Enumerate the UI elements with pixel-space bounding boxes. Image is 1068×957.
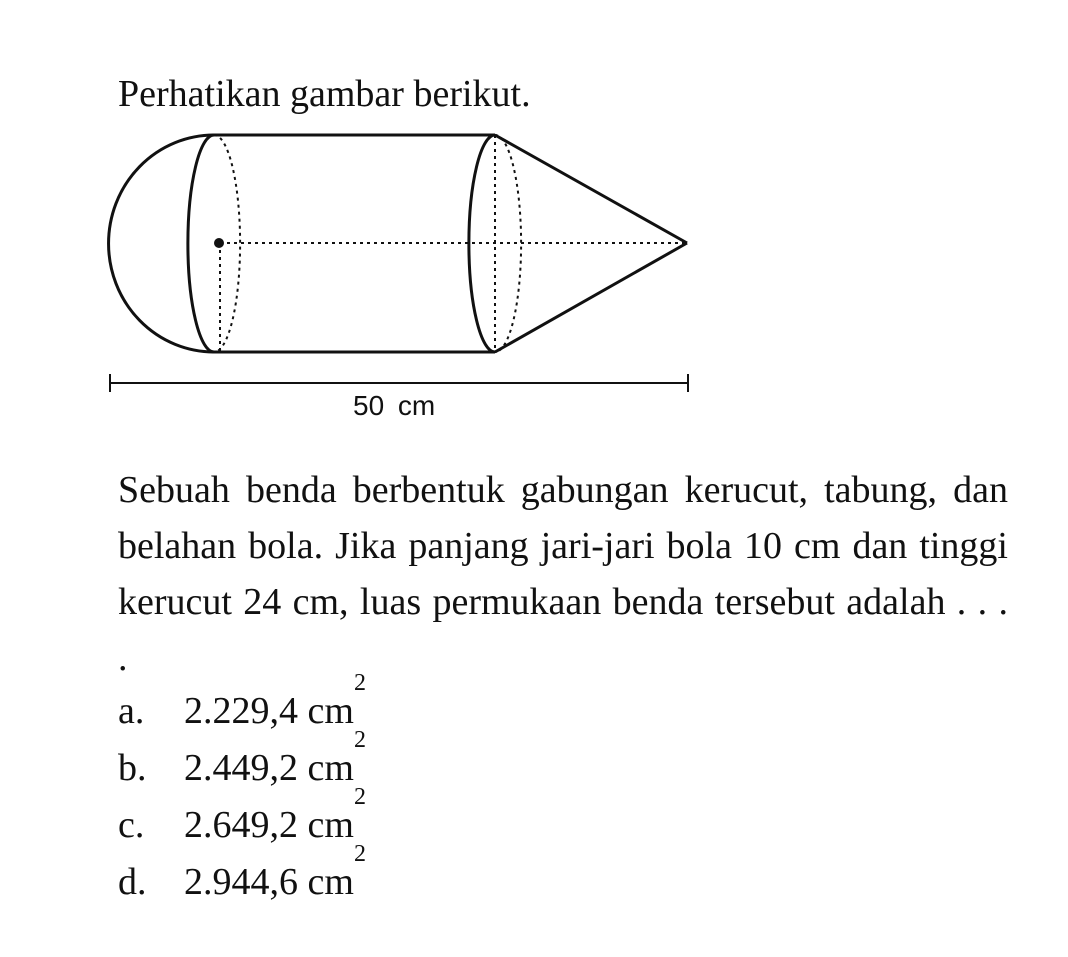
option-a[interactable]	[118, 670, 366, 740]
cone-bottom-edge	[495, 243, 687, 352]
exponent: 2	[353, 784, 366, 810]
question-text: Sebuah benda berbentuk gabungan kerucut, tabung, dan belahan bola. Jika panjang jari-jari bola 10 cm dan tinggi kerucut 24 cm, luas permukaan benda tersebut adalah . . . .	[118, 469, 1008, 679]
option-letter: b.	[118, 747, 147, 789]
option-letter: d.	[118, 861, 147, 903]
composite-solid-figure	[0, 0, 1068, 430]
exponent: 2	[353, 727, 366, 753]
option-b[interactable]	[118, 727, 366, 797]
option-d[interactable]	[118, 841, 366, 911]
intro-text: Perhatikan gambar berikut.	[118, 73, 531, 115]
option-value: 2.649,2 cm	[184, 804, 354, 846]
option-letter: c.	[118, 804, 145, 846]
option-value: 2.449,2 cm	[184, 747, 354, 789]
option-value: 2.229,4 cm	[184, 690, 354, 732]
half-sphere-outline	[109, 135, 214, 352]
cone-top-edge	[495, 135, 687, 243]
center-point	[214, 238, 224, 248]
option-letter: a.	[118, 690, 145, 732]
left-ellipse-front	[188, 135, 214, 352]
dimension-label: 50 cm	[353, 390, 436, 421]
exponent: 2	[353, 841, 366, 867]
exponent: 2	[353, 670, 366, 696]
answer-options	[118, 670, 366, 911]
option-c[interactable]	[118, 784, 366, 854]
option-value: 2.944,6 cm	[184, 861, 354, 903]
